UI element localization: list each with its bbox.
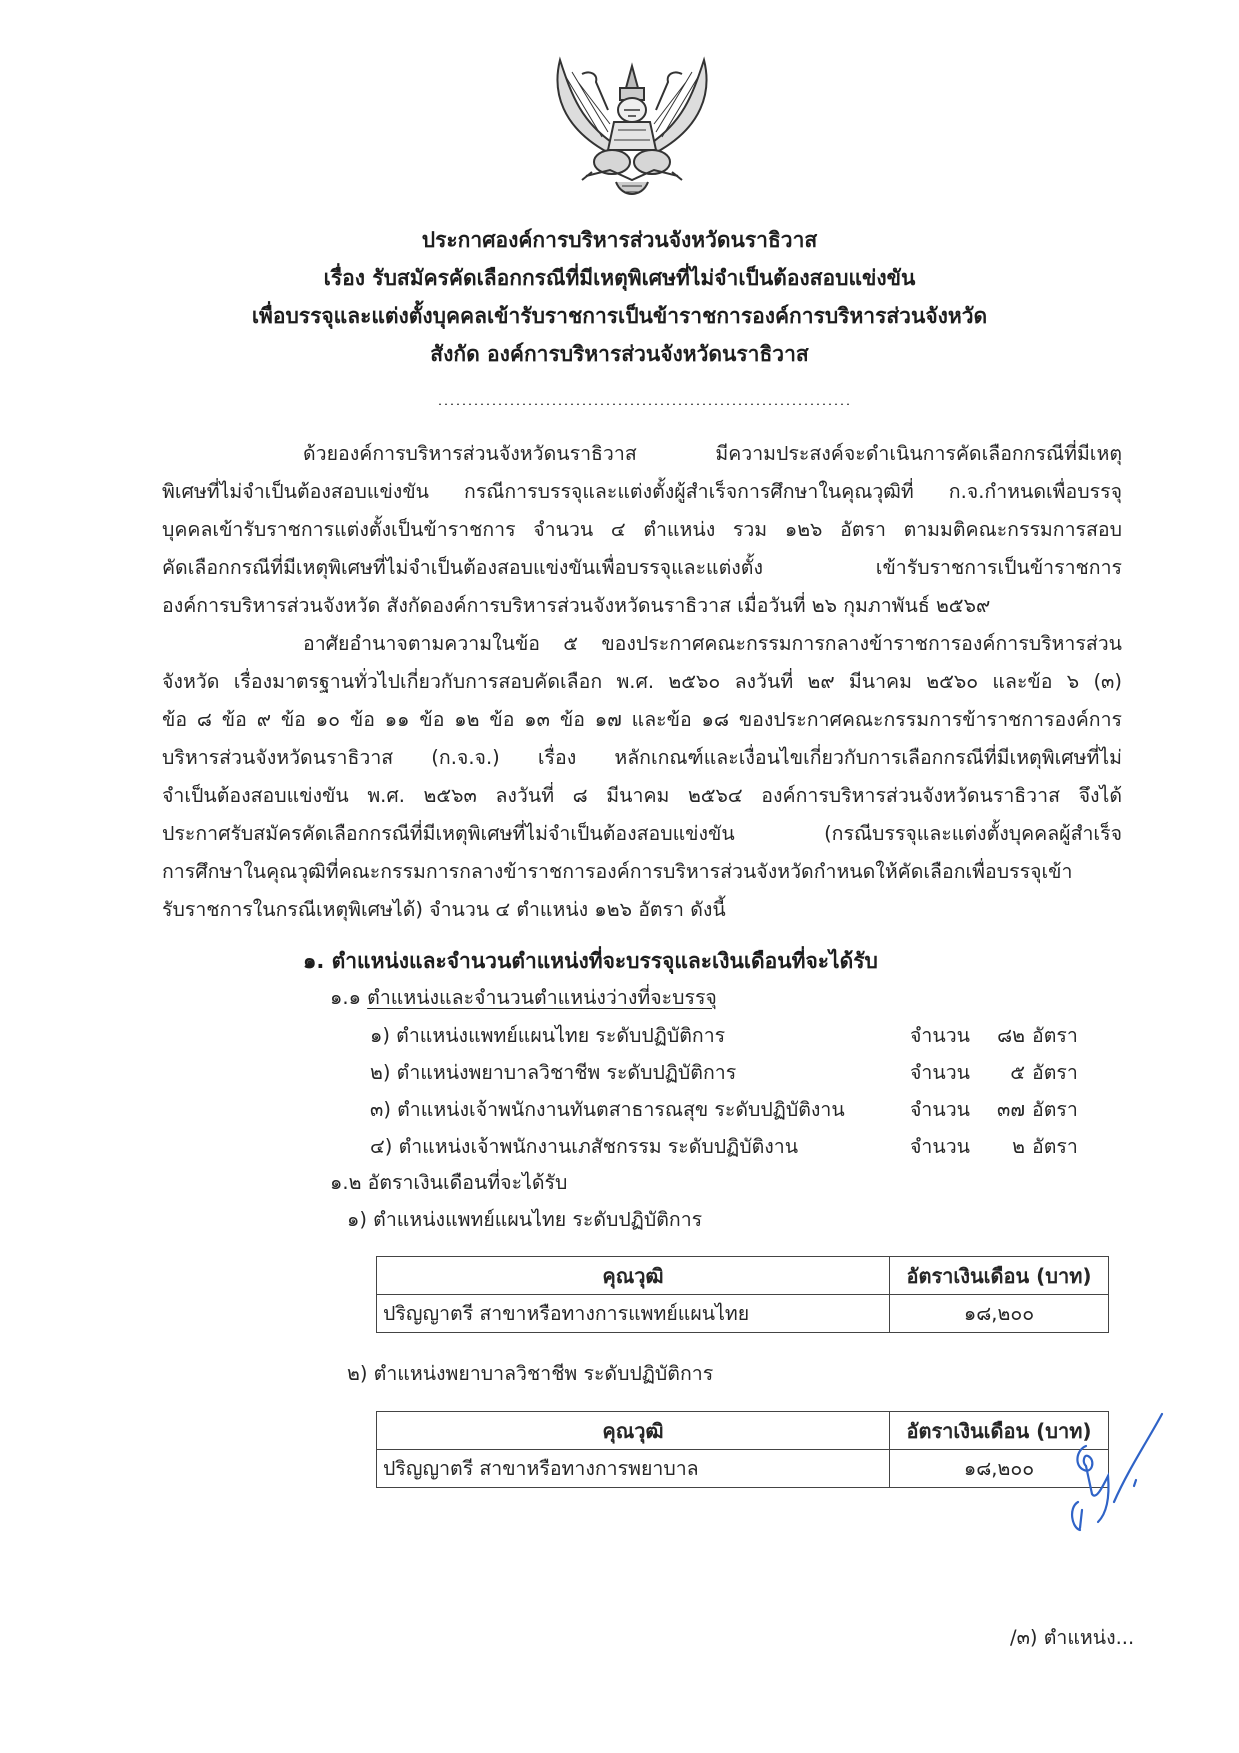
position-label: ๒) ตำแหน่งพยาบาลวิชาชีพ ระดับปฏิบัติการ	[370, 1061, 737, 1084]
column-header-qualification: คุณวุฒิ	[377, 1412, 890, 1450]
subsection-number: ๑.๑	[330, 986, 361, 1009]
table-row	[377, 1450, 1109, 1488]
qualification-cell: ปริญญาตรี สาขาหรือทางการพยาบาล	[377, 1450, 890, 1488]
announcement-subject: เรื่อง รับสมัครคัดเลือกกรณีที่มีเหตุพิเศษที่ไม่จำเป็นต้องสอบแข่งขัน	[323, 266, 916, 290]
quantity-value: ๘๒	[997, 1024, 1025, 1047]
position-label: ๑) ตำแหน่งแพทย์แผนไทย ระดับปฏิบัติการ	[370, 1024, 726, 1047]
table-header-row	[377, 1257, 1109, 1295]
quantity-value: ๒	[1012, 1135, 1025, 1158]
paragraph-line: คัดเลือกกรณีที่มีเหตุพิเศษที่ไม่จำเป็นต้องสอบแข่งขันเพื่อบรรจุและแต่งตั้ง เข้ารับราชการเป็นข้าราชการ	[162, 556, 1122, 579]
paragraph-line: บุคคลเข้ารับราชการแต่งตั้งเป็นข้าราชการ จำนวน ๔ ตำแหน่ง รวม ๑๒๖ อัตรา ตามมติคณะกรรมการสอบ	[162, 518, 1122, 541]
paragraph-line: อาศัยอำนาจตามความในข้อ ๕ ของประกาศคณะกรรมการกลางข้าราชการองค์การบริหารส่วน	[303, 632, 1122, 655]
quantity-unit: อัตรา	[1032, 1024, 1078, 1047]
quantity-unit: อัตรา	[1032, 1098, 1078, 1121]
quantity-value: ๕	[1010, 1061, 1025, 1084]
quantity-label: จำนวน	[910, 1024, 970, 1047]
quantity-unit: อัตรา	[1032, 1061, 1078, 1084]
salary-cell: ๑๘,๒๐๐	[890, 1295, 1109, 1333]
paragraph-line: จังหวัด เรื่องมาตรฐานทั่วไปเกี่ยวกับการสอบคัดเลือก พ.ศ. ๒๕๖๐ ลงวันที่ ๒๙ มีนาคม ๒๕๖๐ และข้อ ๖ (๓)	[162, 670, 1122, 693]
garuda-emblem-icon	[552, 52, 712, 202]
salary-table	[376, 1411, 1109, 1488]
subsection-heading-1-2: ๑.๒ อัตราเงินเดือนที่จะได้รับ	[330, 1171, 568, 1194]
paragraph-line: พิเศษที่ไม่จำเป็นต้องสอบแข่งขัน กรณีการบรรจุและแต่งตั้งผู้สำเร็จการศึกษาในคุณวุฒิที่ ก.จ.กำหนดเพื่อบรรจุ	[162, 480, 1122, 503]
salary-position-label: ๑) ตำแหน่งแพทย์แผนไทย ระดับปฏิบัติการ	[347, 1208, 703, 1231]
column-header-salary: อัตราเงินเดือน (บาท)	[890, 1257, 1109, 1295]
paragraph-line: จำเป็นต้องสอบแข่งขัน พ.ศ. ๒๕๖๓ ลงวันที่ ๘ มีนาคม ๒๕๖๔ องค์การบริหารส่วนจังหวัดนราธิวาส จึงได้	[162, 784, 1122, 807]
quantity-label: จำนวน	[910, 1135, 970, 1158]
qualification-cell: ปริญญาตรี สาขาหรือทางการแพทย์แผนไทย	[377, 1295, 890, 1333]
quantity-label: จำนวน	[910, 1098, 970, 1121]
paragraph-line: ข้อ ๘ ข้อ ๙ ข้อ ๑๐ ข้อ ๑๑ ข้อ ๑๒ ข้อ ๑๓ ข้อ ๑๗ และข้อ ๑๘ ของประกาศคณะกรรมการข้าราชการองค์การ	[162, 708, 1122, 731]
salary-position-label: ๒) ตำแหน่งพยาบาลวิชาชีพ ระดับปฏิบัติการ	[347, 1362, 714, 1385]
table-row	[377, 1295, 1109, 1333]
page-continuation: /๓) ตำแหน่ง...	[1010, 1626, 1135, 1649]
section-heading: ๑. ตำแหน่งและจำนวนตำแหน่งที่จะบรรจุและเงินเดือนที่จะได้รับ	[303, 949, 878, 973]
paragraph-line: การศึกษาในคุณวุฒิที่คณะกรรมการกลางข้าราชการองค์การบริหารส่วนจังหวัดกำหนดให้คัดเลือกเพื่อบรรจุเข้า	[162, 860, 1073, 883]
signature-initials-icon	[1058, 1410, 1168, 1535]
column-header-qualification: คุณวุฒิ	[377, 1257, 890, 1295]
column-header-salary: อัตราเงินเดือน (บาท)	[890, 1412, 1109, 1450]
subsection-heading-1-1	[330, 982, 717, 1013]
announcement-title: ประกาศองค์การบริหารส่วนจังหวัดนราธิวาส	[421, 228, 818, 252]
quantity-label: จำนวน	[910, 1061, 970, 1084]
paragraph-line: ประกาศรับสมัครคัดเลือกกรณีที่มีเหตุพิเศษที่ไม่จำเป็นต้องสอบแข่งขัน (กรณีบรรจุและแต่งตั้งบุคคลผู้สำเร็จ	[162, 822, 1122, 845]
position-label: ๔) ตำแหน่งเจ้าพนักงานเภสัชกรรม ระดับปฏิบัติงาน	[370, 1135, 799, 1158]
paragraph-line: องค์การบริหารส่วนจังหวัด สังกัดองค์การบริหารส่วนจังหวัดนราธิวาส เมื่อวันที่ ๒๖ กุมภาพันธ์ ๒๕๖๙	[162, 594, 991, 617]
paragraph-line: ด้วยองค์การบริหารส่วนจังหวัดนราธิวาส มีความประสงค์จะดำเนินการคัดเลือกกรณีที่มีเหตุ	[303, 442, 1122, 465]
salary-cell: ๑๘,๒๐๐	[890, 1450, 1109, 1488]
announcement-purpose: เพื่อบรรจุและแต่งตั้งบุคคลเข้ารับราชการเป็นข้าราชการองค์การบริหารส่วนจังหวัด	[251, 304, 988, 328]
quantity-unit: อัตรา	[1032, 1135, 1078, 1158]
quantity-value: ๓๗	[997, 1098, 1025, 1121]
subsection-title: ตำแหน่งและจำนวนตำแหน่งว่างที่จะบรรจุ	[367, 986, 717, 1009]
paragraph-line: รับราชการในกรณีเหตุพิเศษได้) จำนวน ๔ ตำแหน่ง ๑๒๖ อัตรา ดังนี้	[162, 898, 726, 921]
title-divider	[437, 403, 851, 405]
announcement-affiliation: สังกัด องค์การบริหารส่วนจังหวัดนราธิวาส	[430, 342, 809, 366]
salary-table	[376, 1256, 1109, 1333]
table-header-row	[377, 1412, 1109, 1450]
position-label: ๓) ตำแหน่งเจ้าพนักงานทันตสาธารณสุข ระดับปฏิบัติงาน	[370, 1098, 845, 1121]
paragraph-line: บริหารส่วนจังหวัดนราธิวาส (ก.จ.จ.) เรื่อง หลักเกณฑ์และเงื่อนไขเกี่ยวกับการเลือกกรณีที่มีเหตุพิเศษที่ไม่	[162, 746, 1122, 769]
